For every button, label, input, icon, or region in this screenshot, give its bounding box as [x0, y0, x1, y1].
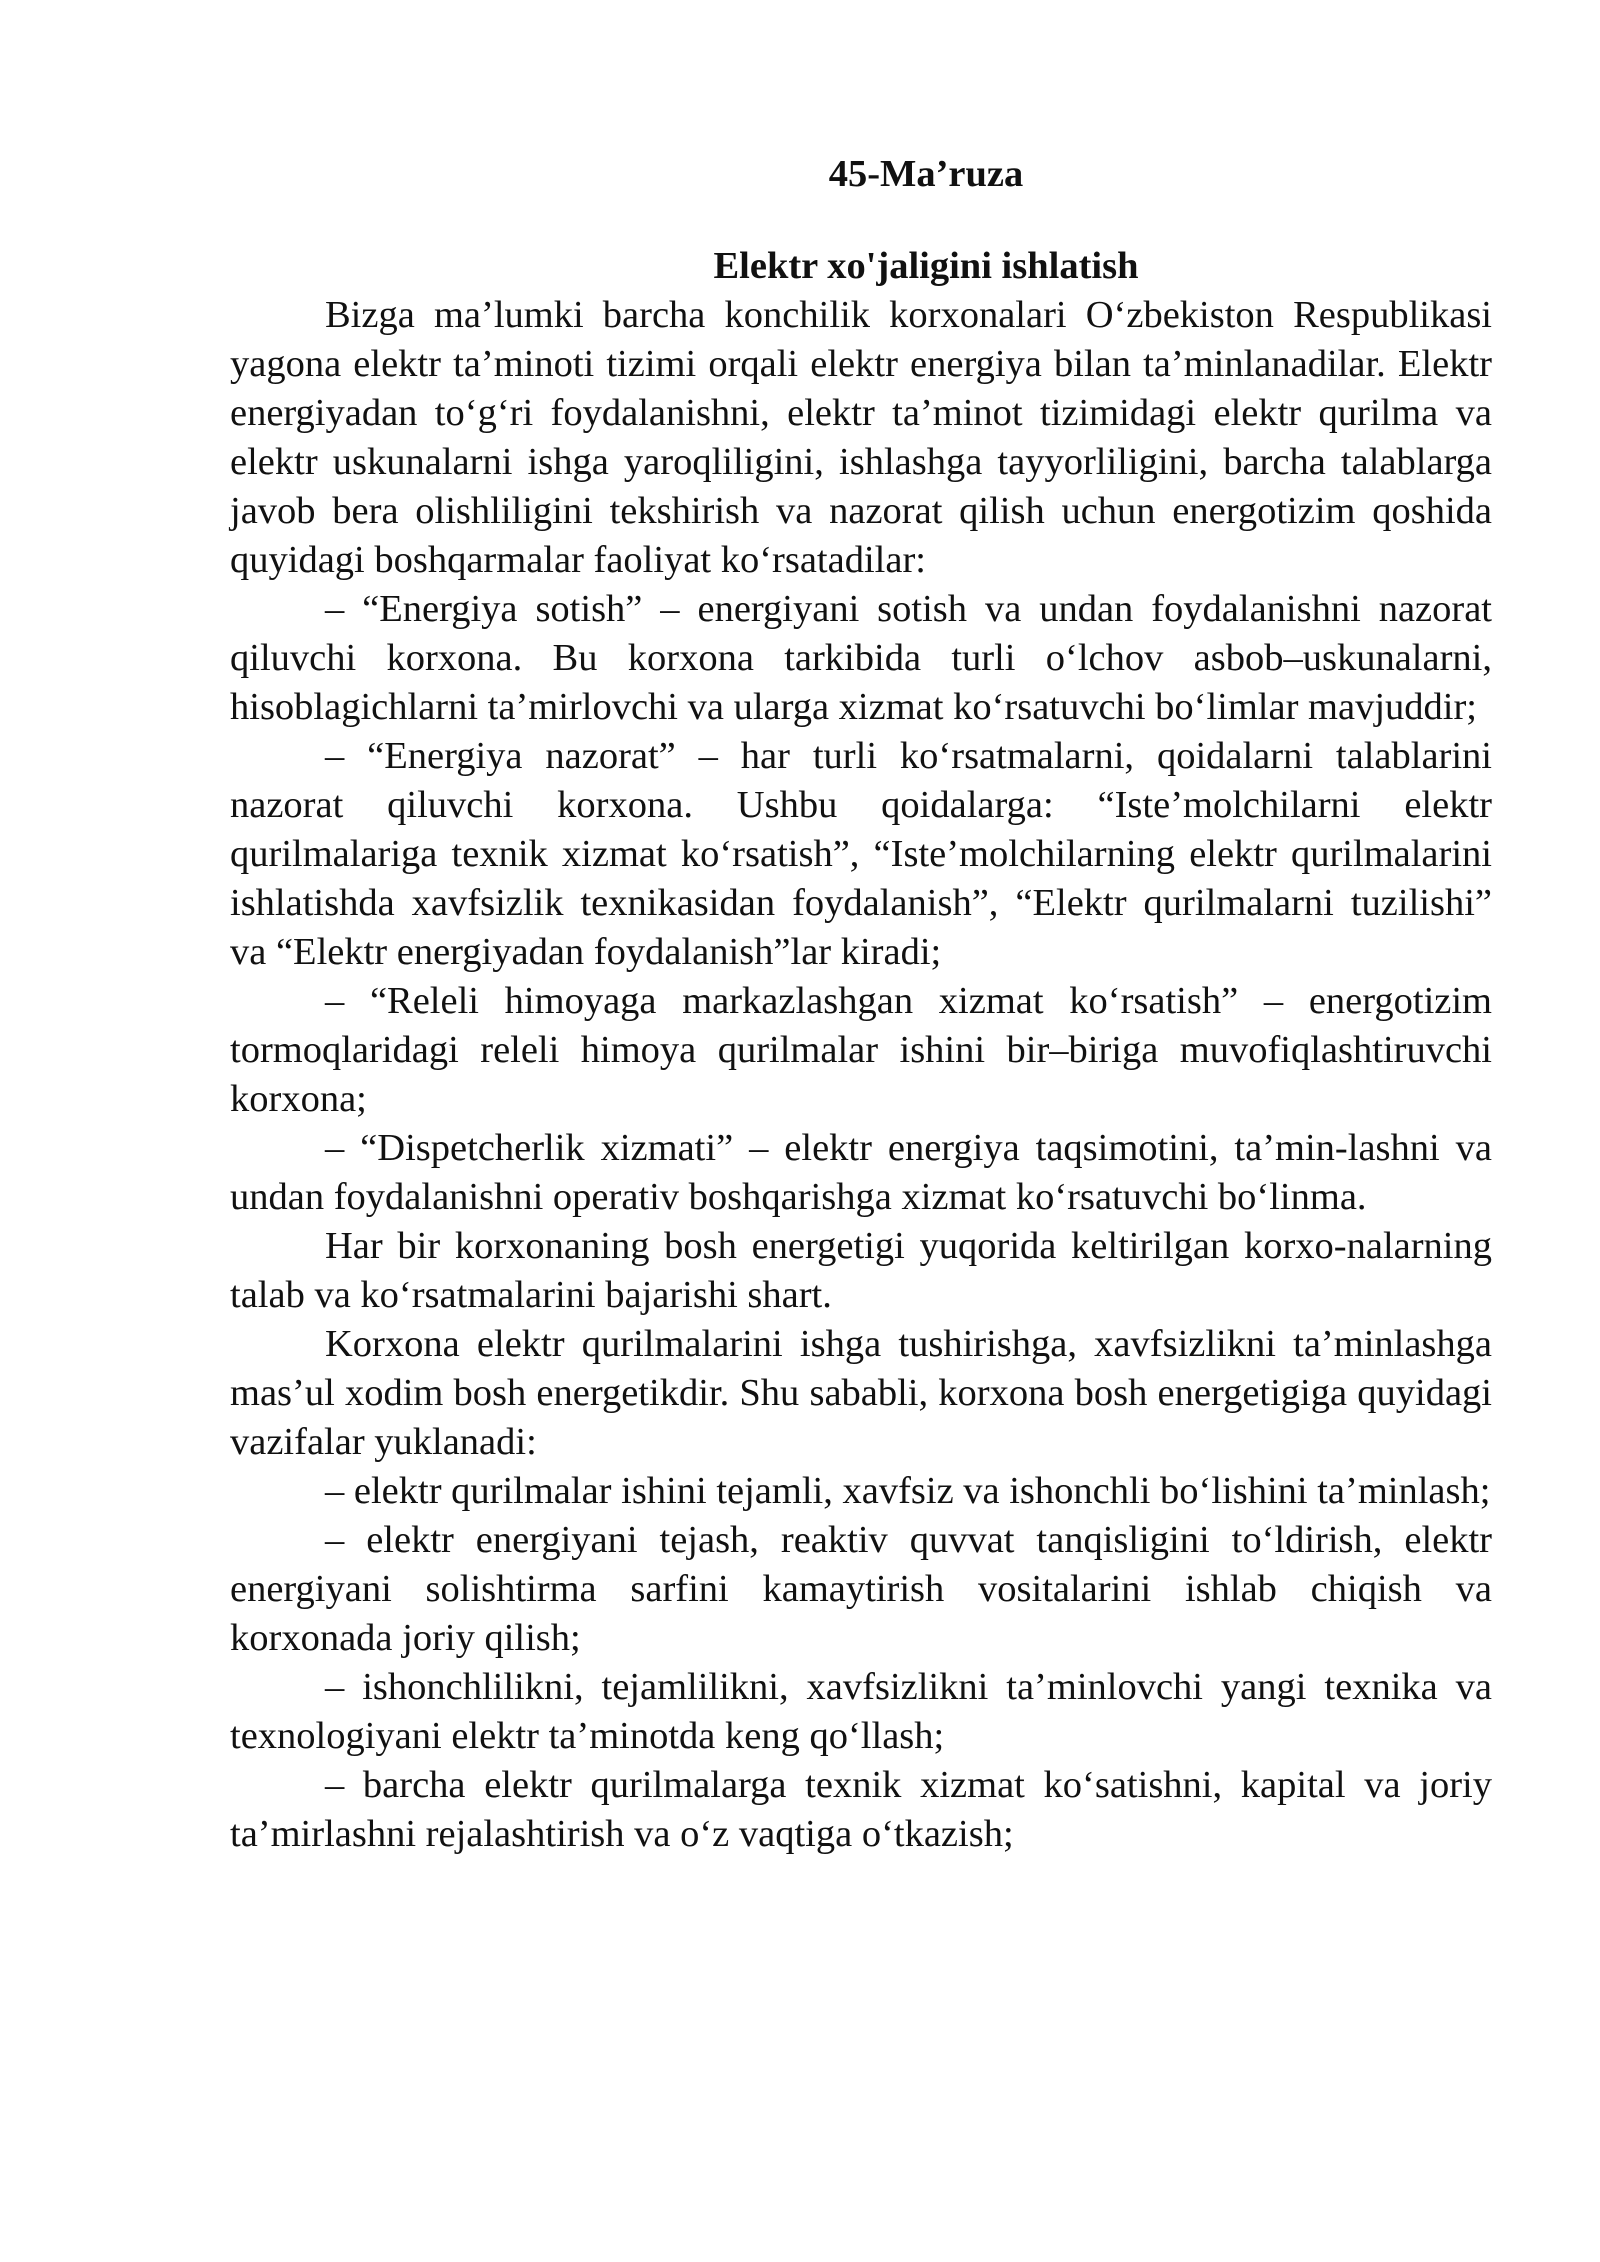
- document-page: [230, 150, 1492, 1859]
- paragraph-vazifalar: Korxona elektr qurilmalarini ishga tushirishga, xavfsizlikni ta’minlashga mas’ul xodim bosh energetikdir. Shu sababli, korxona bosh energetigiga quyidagi vazifalar yuklanadi:: [230, 1323, 1492, 1463]
- list-item-energiya-sotish: – “Energiya sotish” – energiyani sotish va undan foydalanishni nazorat qiluvchi korxona. Bu korxona tarkibida turli o‘lchov asbob–uskunalarni, hisoblagichlarni ta’mirlovchi va ularga xizmat ko‘rsatuvchi bo‘limlar mavjuddir;: [230, 588, 1492, 728]
- list-item-tejamli: – elektr qurilmalar ishini tejamli, xavfsiz va ishonchli bo‘lishini ta’minlash;: [325, 1470, 1491, 1512]
- list-item-energiya-nazorat: – “Energiya nazorat” – har turli ko‘rsatmalarni, qoidalarni talablarini nazorat qiluvchi korxona. Ushbu qoidalarga: “Iste’molchilarni elektr qurilmalariga texnik xizmat ko‘rsatish”, “Iste’molchilarning elektr qurilmalarini ishlatishda xavfsizlik texnikasidan foydalanish”, “Elektr qurilmalarni tuzilishi” va “Elektr energiyadan foydalanish”lar kiradi;: [230, 735, 1492, 973]
- lecture-number: 45-Ma’ruza: [828, 153, 1024, 195]
- paragraph-bosh-energetik: Har bir korxonaning bosh energetigi yuqorida keltirilgan korxo-nalarning talab va ko‘rsatmalarini bajarishi shart.: [230, 1225, 1492, 1316]
- paragraph-intro: Bizga ma’lumki barcha konchilik korxonalari O‘zbekiston Respublikasi yagona elektr ta’minoti tizimi orqali elektr energiya bilan ta’minlanadilar. Elektr energiyadan to‘g‘ri foydalanishni, elektr ta’minot tizimidagi elektr qurilma va elektr uskunalarni ishga yaroqliligini, ishlashga tayyorliligini, barcha talablarga javob bera olishliligini tekshirish va nazorat qilish uchun energotizim qoshida quyidagi boshqarmalar faoliyat ko‘rsatadilar:: [230, 294, 1492, 581]
- list-item-dispetcherlik: – “Dispetcherlik xizmati” – elektr energiya taqsimotini, ta’min-lashni va undan foydalanishni operativ boshqarishga xizmat ko‘rsatuvchi bo‘linma.: [230, 1127, 1492, 1218]
- page-title: Elektr xo'jaligini ishlatish: [713, 245, 1139, 287]
- list-item-releli-himoya: – “Releli himoyaga markazlashgan xizmat ko‘rsatish” – energotizim tormoqlaridagi releli himoya qurilmalar ishini bir–biriga muvofiqlashtiruvchi korxona;: [230, 980, 1492, 1120]
- list-item-texnologiya: – ishonchlilikni, tejamlilikni, xavfsizlikni ta’minlovchi yangi texnika va texnologiyani elektr ta’minotda keng qo‘llash;: [230, 1666, 1492, 1757]
- list-item-tejash: – elektr energiyani tejash, reaktiv quvvat tanqisligini to‘ldirish, elektr energiyani solishtirma sarfini kamaytirish vositalarini ishlab chiqish va korxonada joriy qilish;: [230, 1519, 1492, 1659]
- list-item-xizmat: – barcha elektr qurilmalarga texnik xizmat ko‘satishni, kapital va joriy ta’mirlashni rejalashtirish va o‘z vaqtiga o‘tkazish;: [230, 1764, 1492, 1855]
